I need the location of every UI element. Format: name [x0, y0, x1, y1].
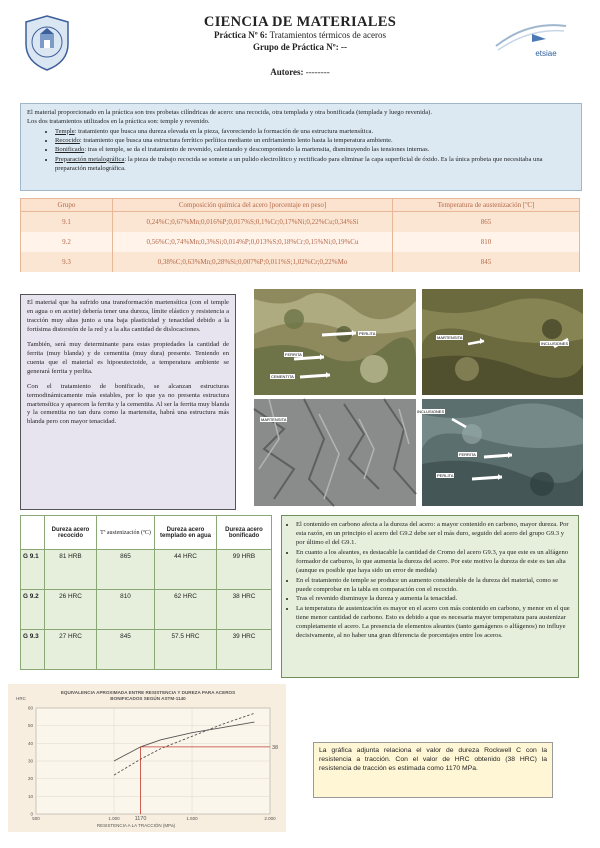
table-row — [21, 630, 272, 670]
group-cell: 9.3 — [21, 252, 113, 272]
quenched-cell: 62 HRC — [155, 590, 217, 630]
photo-label-martensita-2: MARTENSITA — [261, 417, 287, 422]
treatment-desc: : la pieza de trabajo recocida se somete a un pulido electrolítico y rectificado para eliminar la capa superficial de óxido. Es la única probeta que necesitaba una preparación metalográfica. — [55, 155, 543, 173]
authors-label: Autores: — [270, 67, 304, 77]
composition-table — [20, 198, 580, 272]
column-header — [21, 516, 45, 550]
x-marker-label: 1170 — [134, 816, 147, 822]
tempered-cell: 99 HRB — [217, 550, 272, 590]
column-header: Dureza acero templado en agua — [155, 516, 217, 550]
y-tick-label: 20 — [27, 776, 33, 782]
treatment-item — [55, 136, 575, 145]
temperature-cell: 845 — [393, 252, 580, 272]
treatment-term: Temple — [55, 127, 75, 135]
photo-label-inclusiones-2: INCLUSIONES — [417, 409, 445, 414]
micrograph-martensite — [254, 399, 416, 506]
chart-subtitle: BONIFICADOS SEGÚN ASTM-1140 — [110, 696, 186, 701]
treatment-item — [55, 127, 575, 136]
paragraph: También, será muy determinante para estas propiedades la cantidad de ferrita (muy blanda) y de cementita (muy dura) presente. Teniendo en cuenta que el material es hipoeutectoide, a temperatura ambiente se generará ferrita y perlita. — [27, 340, 229, 375]
micrograph-tempered — [417, 399, 583, 506]
table-row — [21, 252, 580, 272]
quenched-cell: 44 HRC — [155, 550, 217, 590]
annealed-cell: 81 HRB — [45, 550, 97, 590]
photo-label-cementita: CEMENTITA — [271, 374, 294, 379]
x-tick-label: 1.500 — [186, 816, 198, 821]
composition-cell: 0,38%C;0,63%Mn;0,28%Si;0,007%P;0,011%S;1,02%Cr;0,22%Mo — [113, 252, 393, 272]
column-header: Dureza acero bonificado — [217, 516, 272, 550]
treatment-desc: : tratamiento que busca una estructura ferrítico perlítica mediante un enfriamiento lento hasta la temperatura ambiente. — [79, 137, 393, 145]
treatment-term: Bonificado — [55, 146, 85, 154]
tempered-cell: 38 HRC — [217, 590, 272, 630]
analysis-box — [281, 515, 579, 678]
group-cell: G 9.1 — [21, 550, 45, 590]
intro-line-1: El material proporcionado en la práctica son tres probetas cilíndricas de acero: una recocida, otra templada y otra bonificada (templada y luego revenida). — [27, 109, 432, 116]
x-tick-label: 2.000 — [264, 816, 276, 821]
treatment-desc: : tratamiento que busca una dureza elevada en la pieza, favoreciendo la formación de una estructura martensítica. — [74, 127, 374, 135]
practice-title: Tratamientos térmicos de aceros — [269, 30, 386, 40]
annealed-cell: 26 HRC — [45, 590, 97, 630]
hardness-table — [20, 515, 272, 670]
composition-cell: 0,56%C;0,74%Mn;0,3%Si;0,014%P;0,013%S;0,18%Cr;0,15%Ni;0,19%Cu — [113, 232, 393, 252]
table-header-row — [21, 516, 272, 550]
photo-label-perlita-2: PERLITA — [437, 473, 454, 478]
y-marker-label: 38 — [272, 744, 279, 751]
y-tick-label: 0 — [30, 811, 33, 817]
analysis-list — [296, 520, 573, 640]
authors-line — [0, 67, 600, 77]
tempered-cell: 39 HRC — [217, 630, 272, 670]
quenched-cell: 57.5 HRC — [155, 630, 217, 670]
table-row — [21, 232, 580, 252]
authors-value: -------- — [305, 67, 330, 77]
annealed-cell: 27 HRC — [45, 630, 97, 670]
analysis-item: • El contenido en carbono afecta a la dureza del acero: a mayor contenido en carbono, mayor dureza. Por esta razón, en un principio el acero del G9.2 debe ser el más duro, seguido del acero del grupo G9.3 y por último el del G9.1. — [296, 520, 573, 547]
temperature-cell: 810 — [393, 232, 580, 252]
treatment-term: Preparación metalográfica — [55, 155, 125, 163]
micrograph-annealed — [254, 289, 416, 395]
chart-ylabel: HRC — [16, 696, 26, 701]
intro-line-2: Los dos tratamientos utilizados en la práctica son: temple y revenido. — [27, 118, 210, 126]
practice-subtitle — [0, 30, 600, 40]
etsiae-logo-text: etsiae — [535, 49, 557, 58]
practice-label: Práctica Nº 6: — [214, 30, 268, 40]
paragraph: El material que ha sufrido una transformación martensítica (con el temple en agua o en aceite) debería tener una dureza, límite elástico y resistencia a tracción muy altas junto a una baja plasticidad y tenacidad debido a la fortísima distorsión de la red y a la alta cantidad de dislocaciones. — [27, 299, 229, 333]
microstructure-text-box — [20, 294, 236, 510]
table-row — [21, 590, 272, 630]
analysis-item: • Tras el revenido disminuye la dureza y aumenta la tenacidad. — [296, 594, 573, 603]
photo-label-martensita: MARTENSITA — [437, 335, 463, 340]
composition-cell: 0,24%C;0,67%Mn;0,016%P;0,017%S;0,1%Cr;0,17%Ni;0,22%Cu;0,34%Si — [113, 212, 393, 232]
temperature-cell: 810 — [97, 590, 155, 630]
chart-svg — [8, 684, 286, 832]
chart-caption-box: La gráfica adjunta relaciona el valor de dureza Rockwell C con la resistencia a tracción. Con el valor de HRC obtenido (38 HRC) la resistencia de tracción es estimada como 1170 MPa. — [313, 742, 553, 798]
table-row — [21, 212, 580, 232]
treatment-term: Recocido — [55, 137, 80, 145]
y-tick-label: 30 — [27, 758, 33, 764]
y-tick-label: 60 — [27, 705, 33, 711]
treatment-list — [55, 127, 575, 174]
micrograph-quenched — [422, 289, 583, 395]
page-title: CIENCIA DE MATERIALES — [203, 14, 397, 30]
y-tick-label: 10 — [27, 793, 33, 799]
intro-box — [20, 103, 582, 191]
temperature-cell: 845 — [97, 630, 155, 670]
column-header: Temperatura de austenización [ºC] — [393, 199, 580, 212]
photo-label-inclusiones: INCLUSIONES — [541, 341, 569, 346]
column-header: Grupo — [21, 199, 113, 212]
column-header: Composición química del acero [porcentaje en peso] — [113, 199, 393, 212]
paragraph: Con el tratamiento de bonificado, se alcanzan estructuras termodinámicamente más estables, por lo que ya no presenta estructura martensítica y aparecen la ferrita y la cementita. Al ser la ferrita muy blanda y la cementita no tan dura como la martensita, habrá una estructura más blanda pero con mayor tenacidad. — [27, 382, 229, 426]
group-cell: 9.2 — [21, 232, 113, 252]
x-tick-label: 1.000 — [108, 816, 120, 821]
y-tick-label: 50 — [27, 723, 33, 729]
treatment-item — [55, 145, 575, 154]
hardness-strength-chart — [8, 684, 286, 832]
temperature-cell: 865 — [393, 212, 580, 232]
column-header: Dureza acero recocido — [45, 516, 97, 550]
x-tick-label: 500 — [32, 816, 40, 821]
photo-label-perlita: PERLITA — [359, 331, 376, 336]
chart-xlabel: RESISTENCIA A LA TRACCIÓN (MPa) — [96, 823, 176, 828]
photo-label-ferrita-2: FERRITA — [459, 452, 476, 457]
analysis-item: • En cuanto a los aleantes, es destacable la cantidad de Cromo del acero G9.3, ya que este es un alfágeno formador de carburos, lo que aumenta la dureza del acero. Por este motivo la dureza de este es tan alta (aunque es posible que haya sido un error de medida) — [296, 548, 573, 575]
temperature-cell: 865 — [97, 550, 155, 590]
treatment-item — [55, 155, 575, 174]
y-tick-label: 40 — [27, 740, 33, 746]
table-header-row — [21, 199, 580, 212]
treatment-desc: : tras el temple, se da el tratamiento de revenido, calentando y descomponiendo la martensita, disminuyendo las tensiones internas. — [84, 146, 430, 154]
group-cell: G 9.2 — [21, 590, 45, 630]
group-label: Grupo de Práctica Nº: -- — [253, 42, 347, 52]
group-cell: G 9.3 — [21, 630, 45, 670]
group-cell: 9.1 — [21, 212, 113, 232]
table-row — [21, 550, 272, 590]
photo-label-ferrita: FERRITA — [285, 352, 302, 357]
analysis-item: • En el tratamiento de temple se produce un aumento considerable de la dureza del material, como se puede comprobar en la tabla en comparación con el recocido. — [296, 576, 573, 594]
chart-title: EQUIVALENCIA APROXIMADA ENTRE RESISTENCIA Y DUREZA PARA ACEROS — [60, 690, 236, 695]
analysis-item: • La temperatura de austenización es mayor en el acero con más contenido en carbono, y menor en el que tiene menor cantidad de carbono. Esto es debido a que es necesaria mayor temperatura para austenizar completamente el acero. La presencia de elementos aleantes (tanto gamágenos o alfágenos) no influye decisivamente, al no haber una gran diferencia de porcentajes entre los aceros. — [296, 604, 573, 640]
column-header: Tª austenización (ºC) — [97, 516, 155, 550]
